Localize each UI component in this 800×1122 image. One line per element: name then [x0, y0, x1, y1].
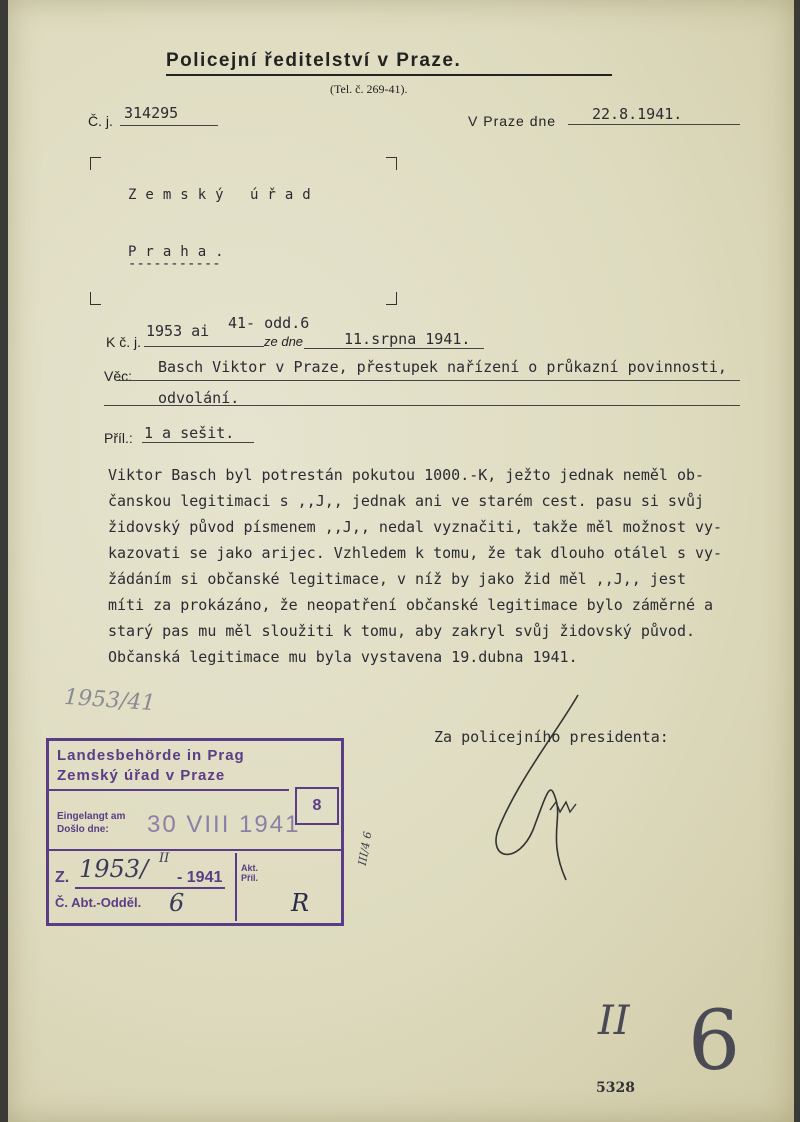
stamp-side-note: III/4 6 [355, 830, 375, 867]
ze-dne-label: ze dne [264, 334, 304, 349]
address-corner-tr [386, 157, 397, 170]
address-corner-br [386, 292, 397, 305]
body-line-7: starý pas mu měl sloužiti k tomu, aby zakryl svůj židovský původ. [108, 622, 695, 640]
signature-label: Za policejního presidenta: [434, 728, 669, 746]
vec-underline-2 [104, 405, 740, 406]
ze-dne-value: 11.srpna 1941. [344, 330, 471, 348]
stamp-c-label: Č. Abt.-Odděl. [55, 895, 142, 910]
stamp-z-year: - 1941 [177, 869, 223, 886]
pril-value: 1 a sešit. [144, 424, 235, 442]
body-line-2: čanskou legitimaci s ,,J,, jednak ani ve starém cest. pasu si svůj [108, 492, 705, 510]
registry-stamp [46, 738, 344, 926]
stamp-doslo-label: Došlo dne: [57, 824, 109, 835]
ze-dne-underline [304, 348, 484, 349]
bottom-roman-mark: II [598, 998, 630, 1044]
date-underline [568, 124, 740, 125]
document-number: 5328 [596, 1080, 635, 1096]
cj-underline [120, 125, 218, 126]
stamp-z-label: Z. [55, 869, 70, 886]
vec-underline-1 [116, 380, 740, 381]
body-line-3: židovský původ písmenem ,,J,, nedal vyznačiti, takže měl možnost vy- [108, 518, 723, 536]
stamp-akt-value: R [291, 889, 310, 917]
addressee-office: Zemský úřad [128, 187, 320, 203]
body-line-8: Občanská legitimace mu byla vystavena 19.dubna 1941. [108, 648, 578, 666]
place-date-label: V Praze dne [468, 113, 557, 129]
stamp-c-value: 6 [169, 889, 185, 917]
vec-line-1: Basch Viktor v Praze, přestupek nařízení o průkazní povinnosti, [158, 358, 727, 376]
letterhead-title: Policejní ředitelství v Praze. [166, 50, 462, 71]
date-value: 22.8.1941. [592, 105, 683, 123]
address-corner-bl [90, 292, 101, 305]
stamp-authority-czech: Zemský úřad v Praze [57, 767, 226, 784]
pencil-file-note: 1953/41 [63, 684, 157, 717]
body-line-5: žádáním si občanské legitimace, v níž by jako žid měl ,,J,, jest [108, 570, 686, 588]
addressee-city-underline: ----------- [128, 256, 221, 272]
stamp-number-box [295, 787, 339, 825]
kcj-underline [144, 346, 264, 347]
document-page [8, 0, 794, 1122]
handwritten-signature [478, 690, 608, 890]
stamp-divider-top [49, 789, 289, 791]
kcj-value-1: 1953 ai [146, 322, 210, 340]
stamp-z-sup: II [159, 851, 170, 866]
body-line-6: míti za prokázáno, že neopatření občanské legitimace bylo záměrné a [108, 596, 714, 614]
stamp-authority-german: Landesbehörde in Prag [57, 747, 245, 764]
pril-label: Příl.: [104, 430, 133, 446]
pril-underline [142, 442, 254, 443]
stamp-akt-label: Akt. Příl. [241, 863, 259, 883]
telephone-number: (Tel. č. 269-41). [330, 82, 408, 96]
stamp-divider-middle [49, 849, 341, 851]
stamp-z-underline [75, 887, 225, 889]
stamp-box-number: 8 [312, 797, 322, 814]
stamp-date: 30 VIII 1941 [147, 811, 301, 838]
stamp-eingelangt-label: Eingelangt am [57, 811, 126, 822]
cj-label: Č. j. [88, 113, 113, 129]
kcj-value-2: 41- odd.6 [228, 314, 310, 332]
bottom-number-mark: 6 [688, 994, 741, 1089]
body-line-4: kazovati se jako arijec. Vzhledem k tomu, že tak dlouho otálel s vy- [108, 544, 723, 562]
kcj-label: K č. j. [106, 334, 142, 350]
vec-label: Věc: [104, 368, 133, 384]
title-underline [166, 74, 612, 76]
stamp-z-value: 1953/ [79, 855, 149, 883]
address-corner-tl [90, 157, 101, 170]
addressee-city: Praha. [128, 244, 233, 260]
vec-line-2: odvolání. [158, 389, 240, 407]
body-line-1: Viktor Basch byl potrestán pokutou 1000.-K, ježto jednak neměl ob- [108, 466, 705, 484]
cj-value: 314295 [124, 104, 179, 122]
